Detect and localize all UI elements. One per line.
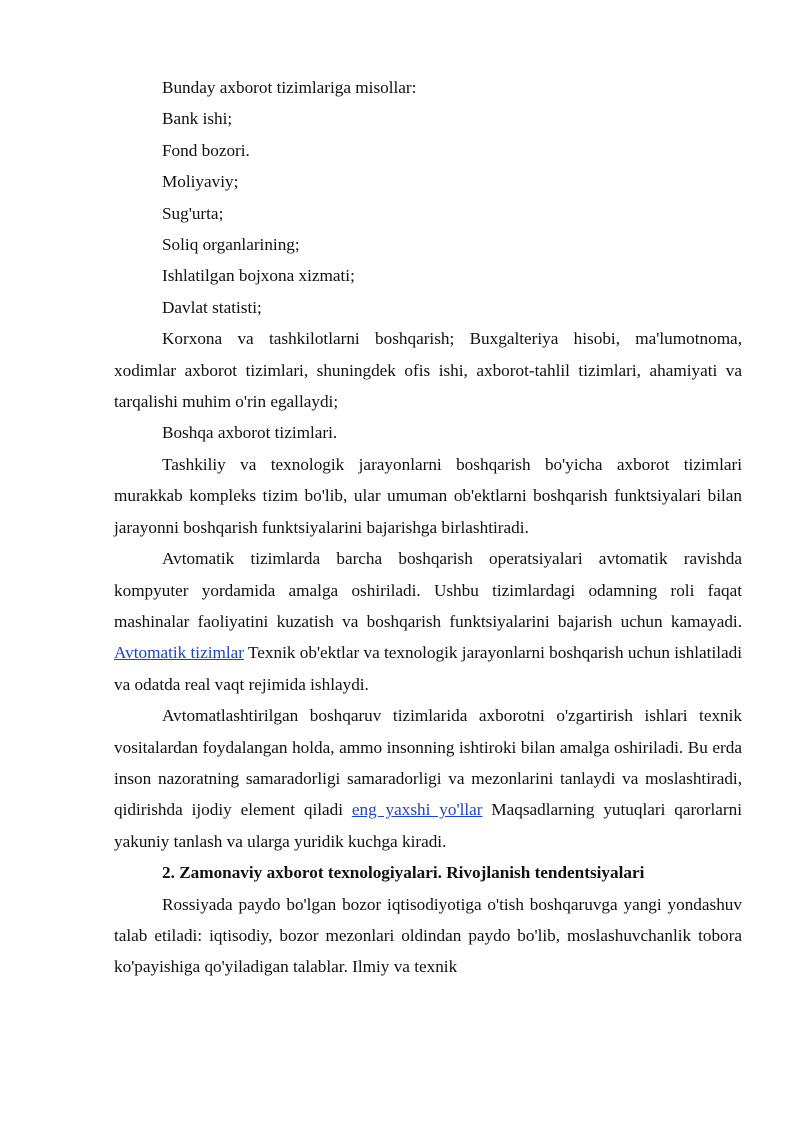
list-item: Ishlatilgan bojxona xizmati; bbox=[162, 266, 355, 286]
paragraph-text: Avtomatlashtirilgan boshqaruv tizimlarida axborotni o'zgartirish ishlari texnik vositalardan foydalangan holda, ammo insonning ishtiroki bilan amalga oshiriladi. Bu erda inson nazoratning samaradorligi samaradorligi va mezonlarini tanlaydi va moslashtiradi, qidirishda ijodiy element qiladi bbox=[114, 706, 742, 820]
list-item: Moliyaviy; bbox=[162, 172, 239, 192]
paragraph-avtomatik bbox=[114, 543, 742, 700]
paragraph-text: Texnik ob'ektlar va texnologik jarayonlarni boshqarish uchun ishlatiladi va odatda real vaqt rejimida ishlaydi. bbox=[114, 643, 742, 694]
section-heading: 2. Zamonaviy axborot texnologiyalari. Rivojlanish tendentsiyalari bbox=[162, 863, 645, 883]
paragraph-boshqa: Boshqa axborot tizimlari. bbox=[162, 423, 338, 443]
list-item: Bank ishi; bbox=[162, 109, 233, 129]
paragraph-rossiyada: Rossiyada paydo bo'lgan bozor iqtisodiyotiga o'tish boshqaruvga yangi yondashuv talab etiladi: iqtisodiy, bozor mezonlari oldindan paydo bo'lib, moslashuvchanlik tobora ko'payishiga qo'yiladigan talablar. Ilmiy va texnik bbox=[114, 894, 742, 977]
list-intro: Bunday axborot tizimlariga misollar: bbox=[162, 78, 417, 97]
paragraph-korxona: Korxona va tashkilotlarni boshqarish; Buxgalteriya hisobi, ma'lumotnoma, xodimlar axborot tizimlari, shuningdek ofis ishi, axborot-tahlil tizimlari, ahamiyati va tarqalishi muhim o'rin egallaydi; bbox=[114, 329, 742, 412]
list-item: Fond bozori. bbox=[162, 140, 250, 160]
eng-yaxshi-yollar-link[interactable]: eng yaxshi yo'llar bbox=[351, 800, 483, 820]
list-item: Sug'urta; bbox=[162, 203, 224, 223]
paragraph-text: Maqsadlarning yutuqlari qarorlarni yakuniy tanlash va ularga yuridik kuchga kiradi. bbox=[114, 800, 742, 851]
list-item: Soliq organlarining; bbox=[162, 235, 300, 255]
paragraph-text: Avtomatik tizimlarda barcha boshqarish operatsiyalari avtomatik ravishda kompyuter yordamida amalga oshiriladi. Ushbu tizimlardagi odamning roli faqat mashinalar faoliyatini kuzatish va boshqarish funktsiyalarini bajarish uchun kamayadi. bbox=[114, 549, 742, 631]
paragraph-avtomatlashtirilgan bbox=[114, 700, 742, 857]
paragraph-tashkiliy: Tashkiliy va texnologik jarayonlarni boshqarish bo'yicha axborot tizimlari murakkab kompleks tizim bo'lib, ular umuman ob'ektlarni boshqarish funktsiyalari bilan jarayonni boshqarish funktsiyalarini bajarishga birlashtiradi. bbox=[114, 454, 742, 537]
list-item: Davlat statisti; bbox=[162, 297, 262, 317]
avtomatik-tizimlar-link[interactable]: Avtomatik tizimlar bbox=[114, 643, 244, 663]
document-body bbox=[114, 72, 742, 983]
